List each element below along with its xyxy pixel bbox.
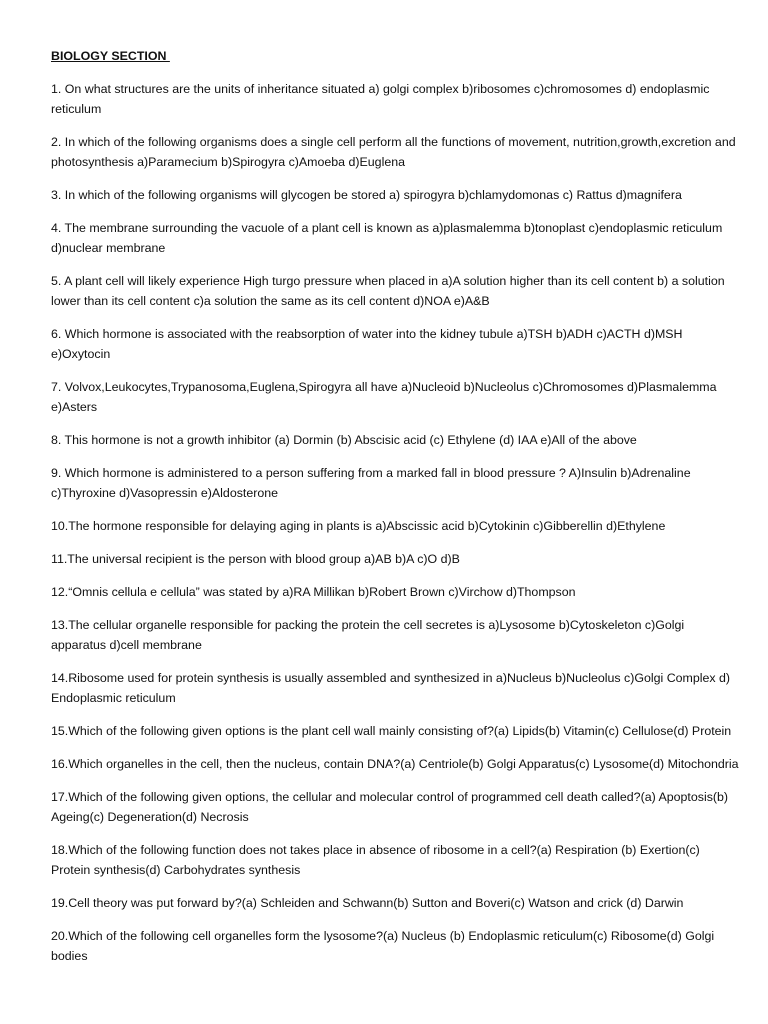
question-item: 11.The universal recipient is the person with blood group a)AB b)A c)O d)B [51, 552, 460, 566]
question-item: 5. A plant cell will likely experience High turgo pressure when placed in a)A solution higher than its cell content b) a solution lower than its cell content c)a solution the same as its cell content d)NOA e)A&B [51, 274, 725, 308]
question-item: 20.Which of the following cell organelles form the lysosome?(a) Nucleus (b) Endoplasmic reticulum(c) Ribosome(d) Golgi bodies [51, 929, 715, 963]
question-item: 10.The hormone responsible for delaying aging in plants is a)Abscissic acid b)Cytokinin c)Gibberellin d)Ethylene [51, 519, 666, 533]
question-list [51, 79, 741, 966]
question-item: 15.Which of the following given options is the plant cell wall mainly consisting of?(a) Lipids(b) Vitamin(c) Cellulose(d) Protein [51, 724, 732, 738]
question-item: 16.Which organelles in the cell, then the nucleus, contain DNA?(a) Centriole(b) Golgi Apparatus(c) Lysosome(d) Mitochondria [51, 757, 739, 771]
question-item: 3. In which of the following organisms will glycogen be stored a) spirogyra b)chlamydomonas c) Rattus d)magnifera [51, 188, 682, 202]
question-item: 17.Which of the following given options, the cellular and molecular control of programmed cell death called?(a) Apoptosis(b) Ageing(c) Degeneration(d) Necrosis [51, 790, 729, 824]
question-item: 9. Which hormone is administered to a person suffering from a marked fall in blood pressure ? A)Insulin b)Adrenaline c)Thyroxine d)Vasopressin e)Aldosterone [51, 466, 691, 500]
question-item: 14.Ribosome used for protein synthesis is usually assembled and synthesized in a)Nucleus b)Nucleolus c)Golgi Complex d) Endoplasmic reticulum [51, 671, 731, 705]
question-item: 4. The membrane surrounding the vacuole of a plant cell is known as a)plasmalemma b)tonoplast c)endoplasmic reticulum d)nuclear membrane [51, 221, 723, 255]
question-item: 18.Which of the following function does not takes place in absence of ribosome in a cell?(a) Respiration (b) Exertion(c) Protein synthesis(d) Carbohydrates synthesis [51, 843, 700, 877]
document-page [51, 46, 741, 979]
question-item: 13.The cellular organelle responsible for packing the protein the cell secretes is a)Lysosome b)Cytoskeleton c)Golgi apparatus d)cell membrane [51, 618, 685, 652]
question-item: 2. In which of the following organisms does a single cell perform all the functions of movement, nutrition,growth,excretion and photosynthesis a)Paramecium b)Spirogyra c)Amoeba d)Euglena [51, 135, 736, 169]
question-item: 12.“Omnis cellula e cellula” was stated by a)RA Millikan b)Robert Brown c)Virchow d)Thompson [51, 585, 576, 599]
section-heading: BIOLOGY SECTION [51, 49, 170, 63]
question-item: 19.Cell theory was put forward by?(a) Schleiden and Schwann(b) Sutton and Boveri(c) Watson and crick (d) Darwin [51, 896, 684, 910]
question-item: 1. On what structures are the units of inheritance situated a) golgi complex b)ribosomes c)chromosomes d) endoplasmic reticulum [51, 82, 710, 116]
question-item: 8. This hormone is not a growth inhibitor (a) Dormin (b) Abscisic acid (c) Ethylene (d) IAA e)All of the above [51, 433, 637, 447]
question-item: 6. Which hormone is associated with the reabsorption of water into the kidney tubule a)TSH b)ADH c)ACTH d)MSH e)Oxytocin [51, 327, 683, 361]
question-item: 7. Volvox,Leukocytes,Trypanosoma,Euglena,Spirogyra all have a)Nucleoid b)Nucleolus c)Chromosomes d)Plasmalemma e)Asters [51, 380, 717, 414]
